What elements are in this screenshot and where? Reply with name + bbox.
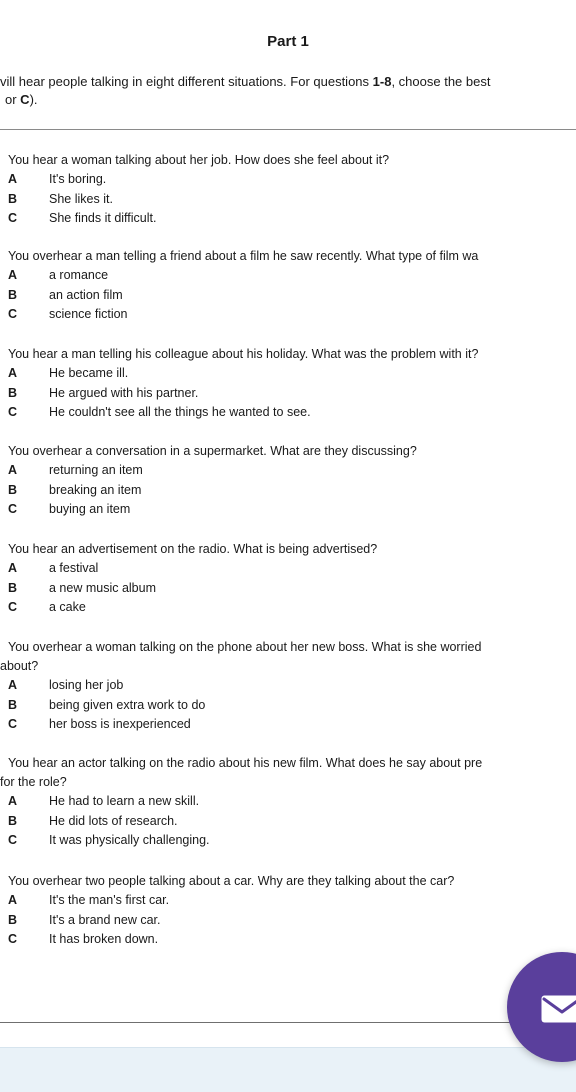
option-text: her boss is inexperienced: [49, 715, 191, 735]
option-text: science fiction: [49, 305, 128, 325]
option-text: He couldn't see all the things he wanted to see.: [49, 403, 311, 423]
option-letter: B: [8, 812, 49, 832]
option-a[interactable]: [8, 676, 576, 696]
option-letter: A: [8, 891, 49, 911]
question-7: [8, 754, 576, 851]
instructions-line-1: [0, 73, 576, 91]
question-3: [8, 345, 576, 423]
option-text: being given extra work to do: [49, 696, 205, 716]
option-text: losing her job: [49, 676, 123, 696]
option-letter: B: [8, 190, 49, 210]
question-stem: You overhear a man telling a friend about a film he saw recently. What type of film wa: [8, 247, 576, 266]
option-b[interactable]: [8, 286, 576, 306]
option-text: breaking an item: [49, 481, 141, 501]
question-stem: You hear a woman talking about her job. How does she feel about it?: [8, 151, 576, 170]
instructions-text: vill hear people talking in eight different situations. For questions: [0, 74, 373, 89]
question-stem: You hear an advertisement on the radio. What is being advertised?: [8, 540, 576, 559]
mail-icon: [540, 994, 576, 1024]
option-text: He argued with his partner.: [49, 384, 198, 404]
option-letter: A: [8, 559, 49, 579]
option-c[interactable]: [8, 209, 576, 229]
option-letter: A: [8, 364, 49, 384]
question-stem-continued: about?: [0, 657, 576, 676]
option-text: returning an item: [49, 461, 143, 481]
option-text: He did lots of research.: [49, 812, 178, 832]
option-c[interactable]: [8, 305, 576, 325]
option-b[interactable]: [8, 384, 576, 404]
question-8: [8, 872, 576, 950]
instructions-line-2: [0, 91, 576, 109]
option-a[interactable]: [8, 461, 576, 481]
option-b[interactable]: [8, 579, 576, 599]
option-letter: A: [8, 266, 49, 286]
option-letter-ref: C: [20, 92, 29, 107]
footer-bar: [0, 1047, 576, 1092]
question-4: [8, 442, 576, 520]
option-b[interactable]: [8, 696, 576, 716]
question-stem: You overhear two people talking about a car. Why are they talking about the car?: [8, 872, 576, 891]
instructions: [0, 73, 576, 109]
option-letter: A: [8, 170, 49, 190]
option-b[interactable]: [8, 481, 576, 501]
option-a[interactable]: [8, 364, 576, 384]
question-stem: You overhear a conversation in a supermarket. What are they discussing?: [8, 442, 576, 461]
option-b[interactable]: [8, 812, 576, 832]
option-c[interactable]: [8, 930, 576, 950]
question-6: [8, 638, 576, 735]
option-text: a romance: [49, 266, 108, 286]
option-text: It's a brand new car.: [49, 911, 160, 931]
option-c[interactable]: [8, 715, 576, 735]
option-letter: C: [8, 403, 49, 423]
option-letter: C: [8, 715, 49, 735]
option-letter: A: [8, 676, 49, 696]
page-title: Part 1: [0, 33, 576, 50]
option-b[interactable]: [8, 190, 576, 210]
option-text: a cake: [49, 598, 86, 618]
option-a[interactable]: [8, 170, 576, 190]
option-letter: C: [8, 831, 49, 851]
question-stem: You hear a man telling his colleague about his holiday. What was the problem with it?: [8, 345, 576, 364]
option-letter: C: [8, 305, 49, 325]
option-letter: B: [8, 286, 49, 306]
option-a[interactable]: [8, 891, 576, 911]
option-letter: C: [8, 500, 49, 520]
instructions-text: , choose the best: [391, 74, 490, 89]
option-text: It has broken down.: [49, 930, 158, 950]
option-letter: B: [8, 481, 49, 501]
divider-bottom: [0, 1022, 576, 1023]
option-c[interactable]: [8, 831, 576, 851]
option-text: He had to learn a new skill.: [49, 792, 199, 812]
instructions-text: ).: [30, 92, 38, 107]
option-text: a festival: [49, 559, 98, 579]
option-a[interactable]: [8, 266, 576, 286]
question-stem: You overhear a woman talking on the phone about her new boss. What is she worried: [8, 638, 576, 657]
option-letter: A: [8, 461, 49, 481]
option-letter: B: [8, 579, 49, 599]
option-a[interactable]: [8, 792, 576, 812]
question-2: [8, 247, 576, 325]
divider-top: [0, 129, 576, 130]
question-range: 1-8: [373, 74, 392, 89]
option-c[interactable]: [8, 403, 576, 423]
option-b[interactable]: [8, 911, 576, 931]
option-letter: B: [8, 384, 49, 404]
option-letter: B: [8, 911, 49, 931]
option-letter: C: [8, 598, 49, 618]
question-stem-continued: for the role?: [0, 773, 576, 792]
option-a[interactable]: [8, 559, 576, 579]
option-text: She likes it.: [49, 190, 113, 210]
option-letter: A: [8, 792, 49, 812]
question-stem: You hear an actor talking on the radio about his new film. What does he say about pre: [8, 754, 576, 773]
option-text: It's boring.: [49, 170, 106, 190]
option-letter: C: [8, 930, 49, 950]
option-text: She finds it difficult.: [49, 209, 156, 229]
question-1: [8, 151, 576, 229]
instructions-text: or: [5, 92, 20, 107]
question-5: [8, 540, 576, 618]
option-text: He became ill.: [49, 364, 128, 384]
option-text: an action film: [49, 286, 123, 306]
option-text: It was physically challenging.: [49, 831, 210, 851]
option-text: a new music album: [49, 579, 156, 599]
option-letter: B: [8, 696, 49, 716]
option-text: buying an item: [49, 500, 130, 520]
option-text: It's the man's first car.: [49, 891, 169, 911]
option-c[interactable]: [8, 598, 576, 618]
option-letter: C: [8, 209, 49, 229]
option-c[interactable]: [8, 500, 576, 520]
